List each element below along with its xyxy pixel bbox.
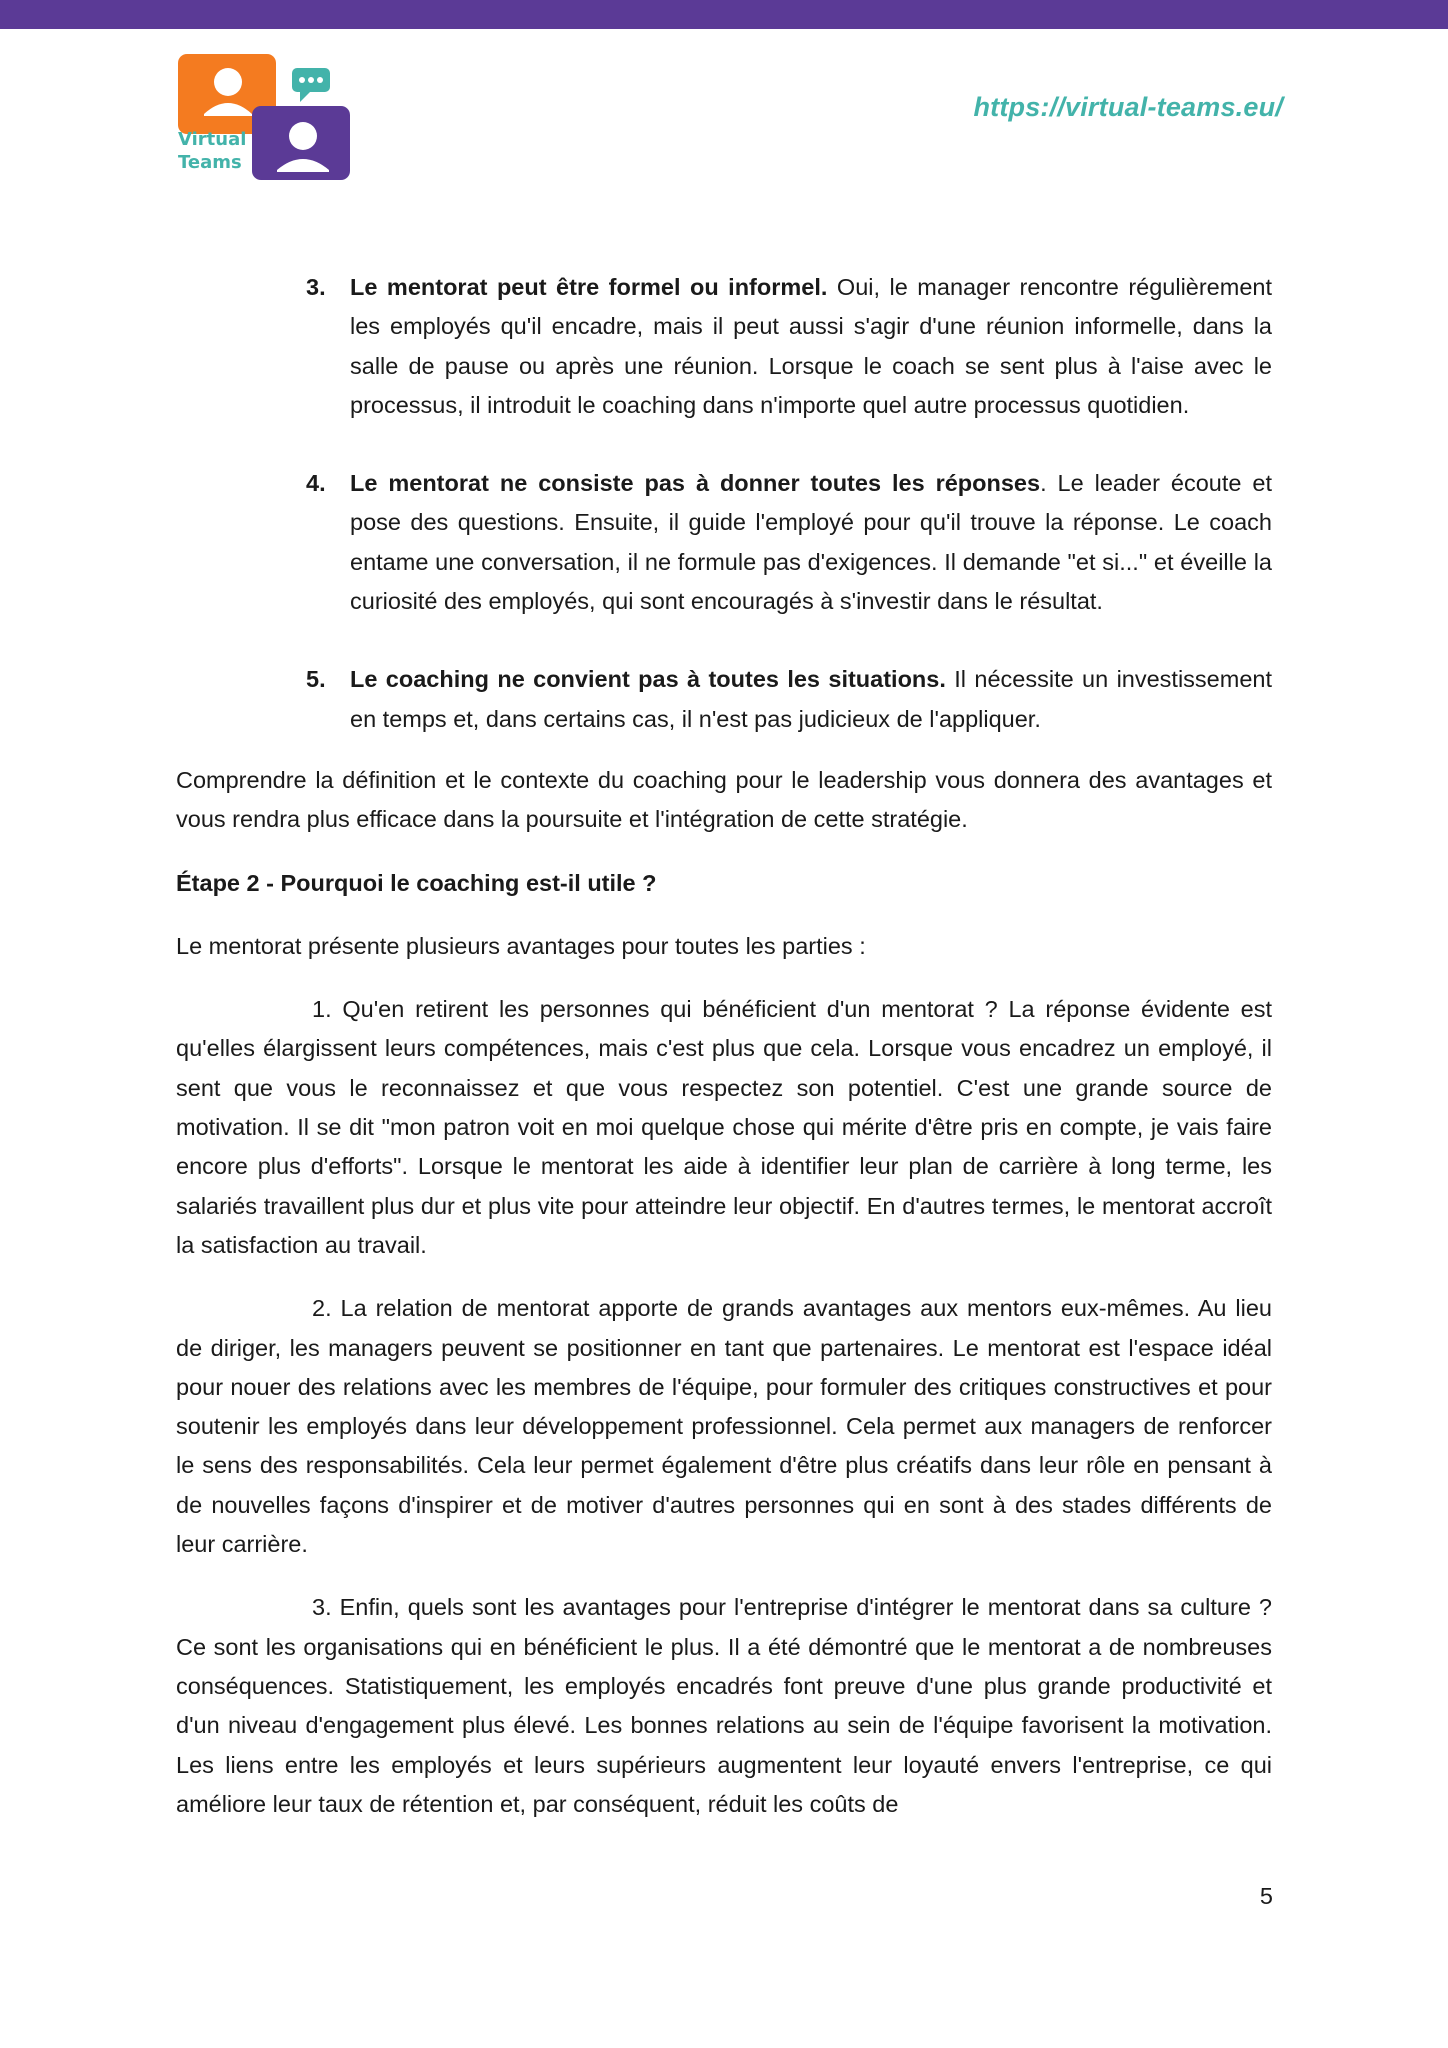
point-lead: Le mentorat peut être formel ou informel.: [350, 274, 828, 300]
point-text: Oui, le manager rencontre régulièrement les employés qu'il encadre, mais il peut aussi s'agir d'une réunion informelle, dans la salle de pause ou après une réunion. Lorsque le coach se sent plus à l'aise avec le processus, il introduit le coaching dans n'importe quel autre processus quotidien.: [350, 274, 1272, 418]
benefit-paragraph: 1. Qu'en retirent les personnes qui bénéficient d'un mentorat ? La réponse évidente est qu'elles élargissent leurs compétences, mais c'est plus que cela. Lorsque vous encadrez un employé, il sent que vous le reconnaissez et que vous respectez son potentiel. C'est une grande source de motivation. Il se dit "mon patron voit en moi quelque chose qui mérite d'être pris en compte, je vais faire encore plus d'efforts". Lorsque le mentorat les aide à identifier leur plan de carrière à long terme, les salariés travaillent plus dur et plus vite pour atteindre leur objectif. En d'autres termes, le mentorat accroît la satisfaction au travail.: [176, 996, 1272, 1258]
summary-paragraph: Comprendre la définition et le contexte du coaching pour le leadership vous donnera des avantages et vous rendra plus efficace dans la poursuite et l'intégration de cette stratégie.: [176, 766, 1272, 833]
benefit-paragraph: 3. Enfin, quels sont les avantages pour l'entreprise d'intégrer le mentorat dans sa culture ? Ce sont les organisations qui en bénéficient le plus. Il a été démontré que le mentorat a de nombreuses conséquences. Statistiquement, les employés encadrés font preuve d'une plus grande productivité et d'un niveau d'engagement plus élevé. Les bonnes relations au sein de l'équipe favorisent la motivation. Les liens entre les employés et leurs supérieurs augmentent leur loyauté envers l'entreprise, ce qui améliore leur taux de rétention et, par conséquent, réduit les coûts de: [176, 1594, 1272, 1817]
virtual-teams-logo: [176, 52, 356, 182]
point-text: . Le leader écoute et pose des questions. Ensuite, il guide l'employé pour qu'il trouve la réponse. Le coach entame une conversation, il ne formule pas d'exigences. Il demande "et si..." et éveille la curiosité des employés, qui sont encouragés à s'investir dans le résultat.: [350, 470, 1272, 615]
section-heading: Étape 2 - Pourquoi le coaching est-il utile ?: [176, 869, 657, 896]
point-number: 4.: [306, 470, 326, 497]
logo-text-teams: Teams: [178, 152, 242, 173]
benefit-paragraph: 2. La relation de mentorat apporte de grands avantages aux mentors eux-mêmes. Au lieu de diriger, les managers peuvent se positionner en tant que partenaires. Le mentorat est l'espace idéal pour nouer des relations avec les membres de l'équipe, pour formuler des critiques constructives et pour soutenir les employés dans leur développement professionnel. Cela permet aux managers de renforcer le sens des responsabilités. Cela leur permet également d'être plus créatifs dans leur rôle en pensant à de nouvelles façons d'inspirer et de motiver d'autres personnes qui en sont à des stades différents de leur carrière.: [176, 1295, 1272, 1558]
page-number: 5: [1259, 1883, 1273, 1909]
top-accent-bar: [0, 0, 1448, 29]
chat-bubble-icon: [292, 68, 330, 102]
point-lead: Le coaching ne convient pas à toutes les situations.: [350, 666, 946, 693]
intro-paragraph: Le mentorat présente plusieurs avantages pour toutes les parties :: [176, 932, 866, 959]
document-body: [176, 268, 1272, 1848]
point-text: Il nécessite un investissement en temps et, dans certains cas, il n'est pas judicieux de l'appliquer.: [350, 666, 1272, 732]
point-lead: Le mentorat ne consiste pas à donner toutes les réponses: [350, 470, 1041, 497]
point-number: 5.: [306, 666, 326, 693]
numbered-point: [176, 464, 1272, 621]
header-url-link[interactable]: https://virtual-teams.eu/: [973, 92, 1283, 122]
numbered-point: [176, 660, 1272, 739]
point-number: 3.: [306, 274, 326, 300]
logo-text-virtual: Virtual: [178, 129, 247, 150]
numbered-points-list: [176, 268, 1272, 739]
numbered-point: [176, 268, 1272, 425]
